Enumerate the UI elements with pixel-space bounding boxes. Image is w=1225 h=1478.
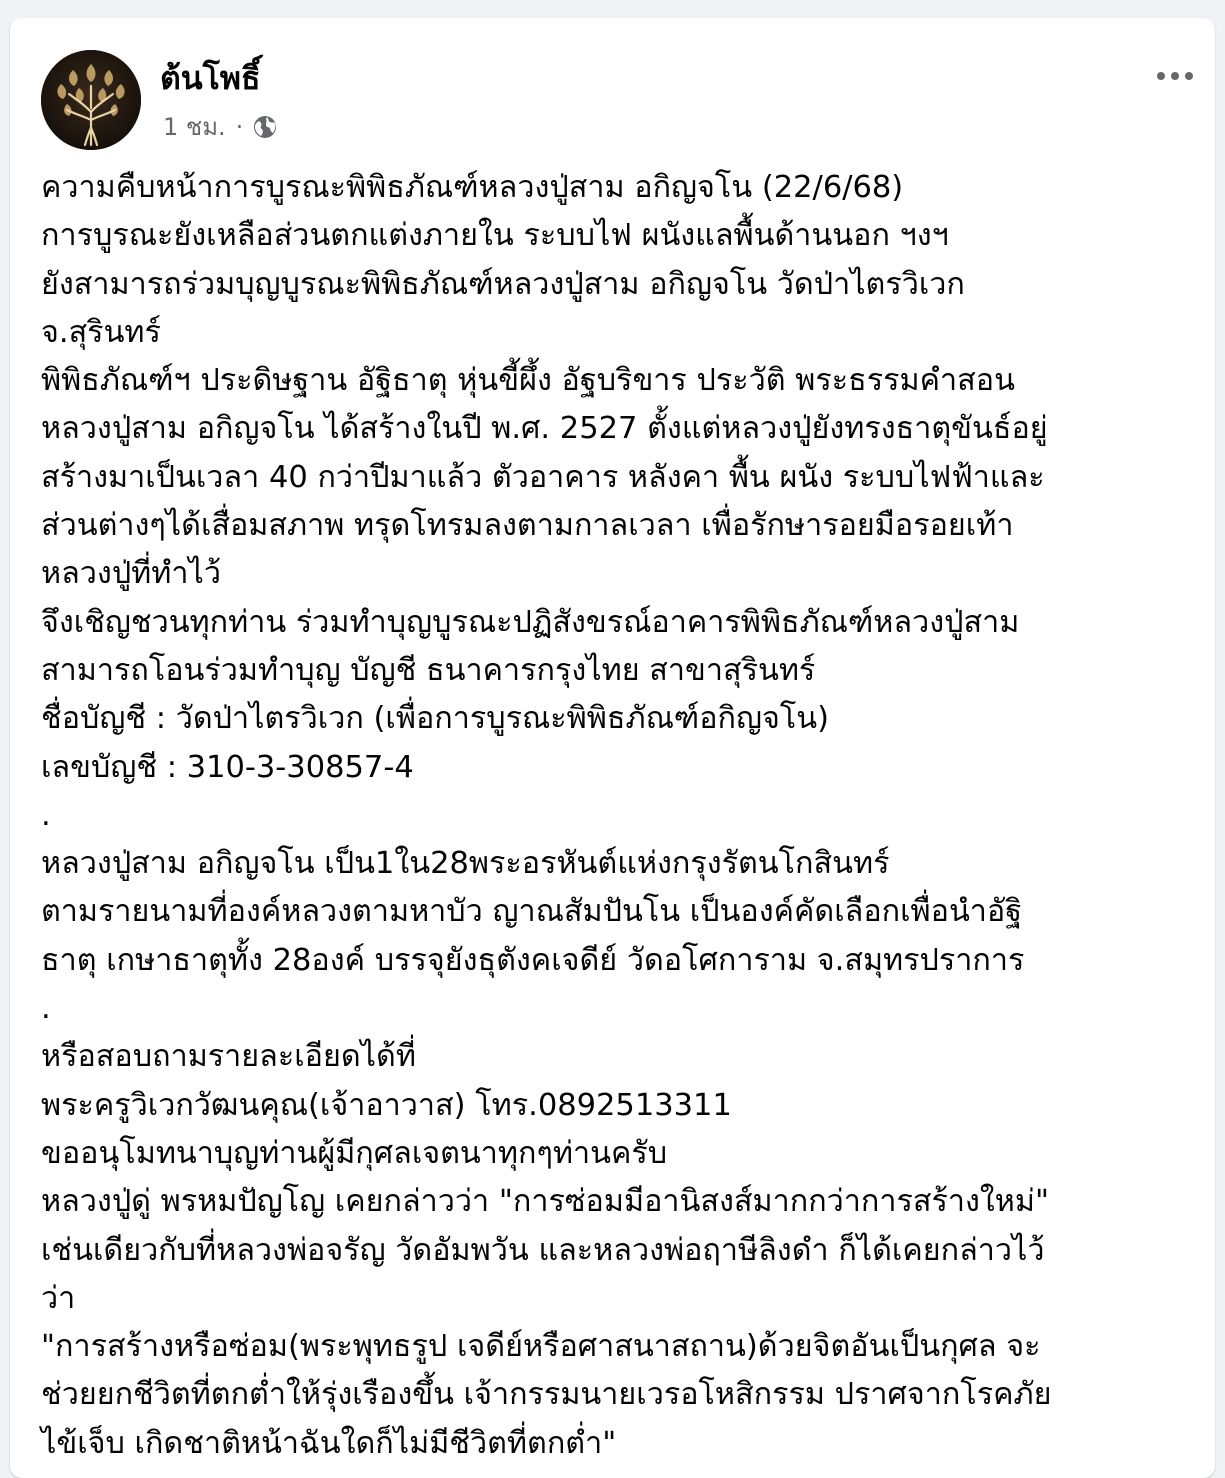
post-text-line: ส่วนต่างๆได้เสื่อมสภาพ ทรุดโทรมลงตามกาลเวลา เพื่อรักษารอยมือรอยเท้า — [41, 508, 1014, 544]
post-text-line: สร้างมาเป็นเวลา 40 กว่าปีมาแล้ว ตัวอาคาร หลังคา พื้น ผนัง ระบบไฟฟ้าและ — [41, 459, 1045, 495]
post-text-line: . — [41, 991, 51, 1027]
post-meta — [163, 112, 279, 142]
post-text-line: ยังสามารถร่วมบุญบูรณะพิพิธภัณฑ์หลวงปู่สาม อกิญจโน วัดป่าไตรวิเวก — [41, 266, 965, 302]
post-text-line: ชื่อบัญชี : วัดป่าไตรวิเวก (เพื่อการบูรณะพิพิธภัณฑ์อกิญจโน) — [41, 701, 829, 737]
post-text-line: สามารถโอนร่วมทำบุญ บัญชี ธนาคารกรุงไทย สาขาสุรินทร์ — [41, 652, 816, 688]
post-text-line: ธาตุ เกษาธาตุทั้ง 28องค์ บรรจุยังธุตังคเจดีย์ วัดอโศการาม จ.สมุทรปราการ — [41, 942, 1025, 978]
post-card — [10, 18, 1215, 1478]
more-options-button[interactable] — [1147, 56, 1203, 96]
avatar[interactable] — [41, 50, 141, 150]
post-text-line: หลวงปู่ดู่ พรหมปัญโญ เคยกล่าวว่า "การซ่อมมีอานิสงส์มากกว่าการสร้างใหม่" — [41, 1184, 1050, 1220]
post-text-line: . — [41, 797, 51, 833]
post-text-line: พิพิธภัณฑ์ฯ ประดิษฐาน อัฐิธาตุ หุ่นขี้ผึ้ง อัฐบริขาร ประวัติ พระธรรมคำสอน — [41, 363, 1015, 399]
post-text-line: พระครูวิเวกวัฒนคุณ(เจ้าอาวาส) โทร.0892513311 — [41, 1087, 732, 1123]
post-text-line: หรือสอบถามรายละเอียดได้ที่ — [41, 1039, 416, 1075]
globe-icon[interactable] — [251, 113, 279, 141]
post-text-line: การบูรณะยังเหลือส่วนตกแต่งภายใน ระบบไฟ ผนังแลพื้นด้านนอก ฯงฯ — [41, 218, 949, 254]
post-text-line: ช่วยยกชีวิตที่ตกต่ำให้รุ่งเรืองขึ้น เจ้ากรรมนายเวรอโหสิกรรม ปราศจากโรคภัย — [41, 1377, 1052, 1413]
post-timestamp[interactable]: 1 ชม. — [163, 113, 226, 141]
post-text-line: ว่า — [41, 1280, 76, 1316]
post-text-line: หลวงปู่สาม อกิญจโน เป็น1ใน28พระอรหันต์แห่งกรุงรัตนโกสินทร์ — [41, 846, 890, 882]
post-text-line: เลขบัญชี : 310-3-30857-4 — [41, 749, 414, 785]
post-text-line: หลวงปู่สาม อกิญจโน ได้สร้างในปี พ.ศ. 2527 ตั้งแต่หลวงปู่ยังทรงธาตุขันธ์อยู่ — [41, 411, 1048, 447]
post-text-line: ขออนุโมทนาบุญท่านผู้มีกุศลเจตนาทุกๆท่านครับ — [41, 1135, 668, 1171]
post-text-line: จึงเชิญชวนทุกท่าน ร่วมทำบุญบูรณะปฏิสังขรณ์อาคารพิพิธภัณฑ์หลวงปู่สาม — [41, 604, 1020, 640]
author-name[interactable]: ต้นโพธิ์ — [160, 59, 261, 97]
post-text-line: ตามรายนามที่องค์หลวงตามหาบัว ญาณสัมปันโน เป็นองค์คัดเลือกเพื่อนำอัฐิ — [41, 894, 1023, 930]
post-text-line: "การสร้างหรือซ่อม(พระพุทธรูป เจดีย์หรือศาสนาสถาน)ด้วยจิตอันเป็นกุศล จะ — [41, 1329, 1041, 1365]
post-text-line: หลวงปู่ที่ทำไว้ — [41, 556, 221, 592]
post-text-line: จ.สุรินทร์ — [41, 314, 161, 350]
more-options-icon — [1155, 70, 1195, 82]
post-body-text — [41, 164, 1201, 1468]
post-text-line: ความคืบหน้าการบูรณะพิพิธภัณฑ์หลวงปู่สาม อกิญจโน (22/6/68) — [41, 170, 904, 205]
post-text-line: ไข้เจ็บ เกิดชาติหน้าฉันใดก็ไม่มีชีวิตที่ตกต่ำ" — [41, 1425, 617, 1461]
bodhi-tree-avatar-icon — [41, 50, 141, 150]
meta-separator: · — [235, 113, 244, 141]
post-text-line: เช่นเดียวกับที่หลวงพ่อจรัญ วัดอัมพวัน และหลวงพ่อฤาษีลิงดำ ก็ได้เคยกล่าวไว้ — [41, 1232, 1045, 1268]
